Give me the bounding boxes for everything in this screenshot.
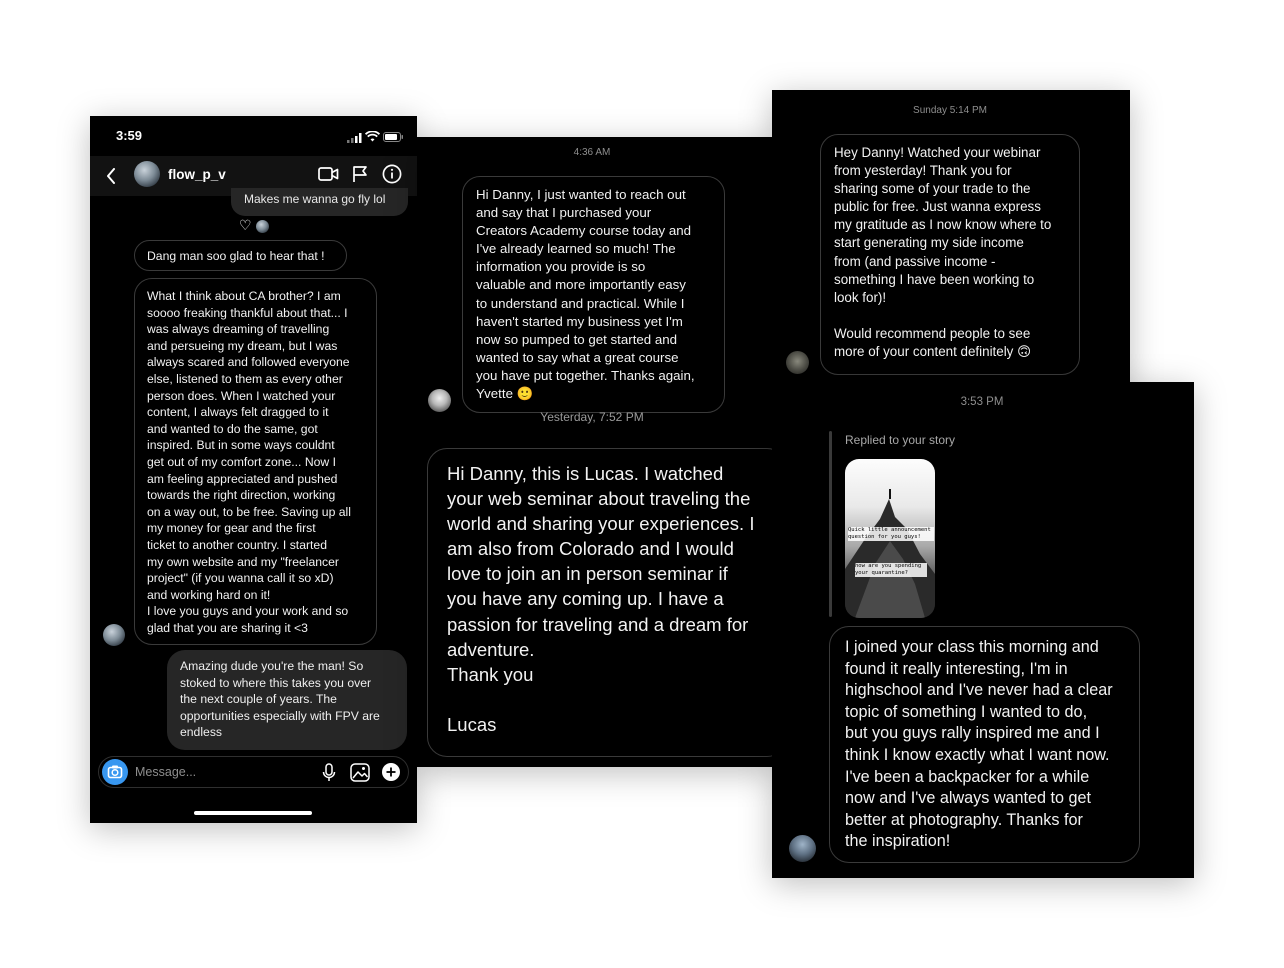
message-timestamp: Sunday 5:14 PM — [913, 105, 987, 116]
received-message: Hey Danny! Watched your webinar from yesterday! Thank you for sharing some of your trade to the public for free. Just wanna express my gratitude as I now know where to start generating my side income from (and passive income - something I have been working to look for)! Would recommend people to see more of your content definitely 🙃 — [820, 134, 1080, 375]
received-message: Hi Danny, this is Lucas. I watched your web seminar about traveling the world and sharing your experiences. I am also from Colorado and I would love to join an in person seminar if you have any coming up. I have a passion for traveling and a dream for adventure. Thank you Lucas — [427, 448, 774, 757]
home-indicator — [194, 811, 312, 815]
camera-button[interactable] — [102, 759, 128, 785]
received-message: What I think about CA brother? I am soooo freaking thankful about that... I was always dreaming of travelling and persueing my dream, but I was always scared and followed everyone else, listened to them as every other person does. When I watched your content, I always felt dragged to it and wanted to do the same, got inspired. But in some ways couldnt get out of my comfort zone... Now I am feeling appreciated and pushed towards the right direction, working on a way out, to be free. Saving up all my money for gear and the first ticket to another country. I started my own website and my "freelancer project" (if you wanna call it so xD) and working hard on it! I love you guys and your work and so glad that you are sharing it <3 — [134, 278, 377, 645]
dm-screenshot-story-reply — [772, 382, 1194, 878]
signal-icon — [347, 130, 363, 148]
story-caption: Quick little announcement question for you guys! — [848, 527, 934, 541]
sender-avatar — [103, 624, 125, 646]
microphone-icon[interactable] — [322, 763, 336, 787]
clipped-timestamp: Yesterday, 7:52 PM — [540, 410, 644, 424]
battery-icon — [383, 129, 404, 147]
sender-avatar — [789, 835, 816, 862]
message-composer — [98, 756, 409, 788]
story-thumbnail[interactable] — [845, 459, 935, 618]
back-chevron-icon[interactable] — [106, 168, 116, 189]
story-caption: how are you spending your quarantine? — [855, 563, 927, 577]
dm-screenshot-webinar — [772, 90, 1130, 390]
message-input[interactable]: Message... — [135, 765, 197, 779]
add-icon[interactable] — [381, 762, 401, 787]
reaction-avatar — [256, 220, 269, 233]
received-message: Dang man soo glad to hear that ! — [134, 240, 347, 271]
sent-message: Amazing dude you're the man! So stoked to where this takes you over the next couple of years. The opportunities especially with FPV are endless — [167, 650, 407, 750]
sender-avatar — [428, 389, 451, 412]
replied-to-story-label: Replied to your story — [845, 433, 956, 447]
phone-dm-screenshot — [90, 116, 417, 823]
status-time: 3:59 — [116, 128, 143, 143]
chat-username[interactable]: flow_p_v — [168, 167, 226, 182]
message-timestamp: 4:36 AM — [573, 147, 611, 158]
sender-avatar — [786, 351, 809, 374]
video-call-icon[interactable] — [318, 166, 339, 187]
heart-reaction-icon[interactable]: ♡ — [239, 217, 252, 233]
flag-icon[interactable] — [352, 165, 368, 188]
message-timestamp: 3:53 PM — [960, 396, 1004, 408]
gallery-icon[interactable] — [350, 763, 370, 787]
received-message: Hi Danny, I just wanted to reach out and say that I purchased your Creators Academy course today and I've already learned so much! The information you provide is so valuable and more importantly easy to understand and practical. While I haven't started my business yet I'm now so pumped to get started and wanted to say what a great course you have put together. Thanks again, Yvette 🙂 — [462, 176, 725, 413]
avatar[interactable] — [134, 161, 160, 187]
status-bar — [90, 116, 417, 156]
reply-quote-bar — [829, 431, 832, 617]
info-icon[interactable] — [382, 164, 402, 189]
clipped-sent-message: Makes me wanna go fly lol — [231, 188, 408, 216]
camera-icon — [102, 759, 128, 785]
received-message: I joined your class this morning and found it really interesting, I'm in highschool and I've never had a clear topic of something I wanted to do, but you guys rally inspired me and I think I know exactly what I want now. I've been a backpacker for a while now and I've always wanted to get better at photography. Thanks for the inspiration! — [829, 626, 1140, 863]
dm-screenshot-yvette-lucas — [417, 137, 774, 767]
wifi-icon — [365, 129, 380, 147]
